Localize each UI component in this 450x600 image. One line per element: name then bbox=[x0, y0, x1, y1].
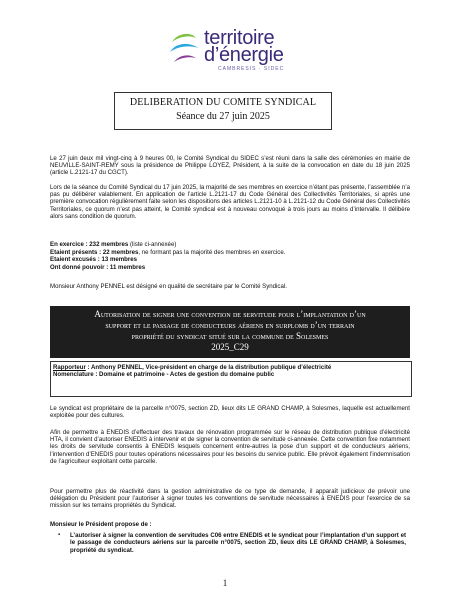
logo-tagline: CAMBRESIS · SIDEC bbox=[218, 66, 285, 72]
rapporteur-label: Rapporteur bbox=[53, 364, 86, 371]
proxy-count: Ont donné pouvoir : 11 membres bbox=[50, 263, 146, 271]
body-paragraph-1: Le syndicat est propriétaire de la parcelle n°0075, section ZD, lieux dits LE GRAND CHAMP, à Solesmes, laquelle est actuellement exploitée pour des cultures. bbox=[50, 405, 410, 420]
rapporteur-value: : Anthony PENNEL, Vice-président en charge de la distribution publique d’électricité bbox=[85, 364, 332, 371]
body-paragraph-3: Pour permettre plus de réactivité dans la gestion administrative de ce type de demande, il apparaît judicieux de prévoir une délégation du Président pour l’autoriser à signer toutes les conventions de servitude nécessaires à ENEDIS pour l’exercice de sa mission sur les terrains propriétés du Syndicat. bbox=[50, 488, 410, 510]
body-paragraph-2: Afin de permettre à ENEDIS d’effectuer des travaux de rénovation programmée sur le réseau de distribution publique d’électricité HTA, il convient d’autoriser ENEDIS à intervenir et de signer la convention de servitude ci-annexée. Cette convention fixe notamment les droits de servitude consentis à ENEDIS lesquels concernent entre-autres la pose d’un support et de conducteurs aériens, l’intervention d’ENEDIS pour toutes opérations nécessaires pour les besoins du service public. Elle prévoit également l’indemnisation de l’agriculteur exploitant cette parcelle. bbox=[50, 429, 410, 465]
page-number: 1 bbox=[222, 578, 228, 588]
present-count: Etaient présents : 22 membres bbox=[50, 248, 139, 256]
proposal-item-1: ▪ L’autoriser à signer la convention de servitudes C06 entre ENEDIS et le syndicat pour l’implantation d’un support et le passage de conducteurs aériens sur la parcelle n°0075, section ZD, lieux dits LE GRAND CHAMP, à Solesmes, propriété du syndicat. bbox=[56, 532, 406, 554]
nomenclature-label: Nomenclature bbox=[53, 371, 94, 379]
secretary-paragraph: Monsieur Anthony PENNEL est désigné en qualité de secrétaire par le Comité Syndical. bbox=[50, 283, 287, 290]
intro-paragraph-1: Le 27 juin deux mil vingt-cinq à 9 heures 00, le Comité Syndical du SIDEC s’est réuni dans la salle des cérémonies en mairie de NEUVILLE-SAINT-REMY sous la présidence de Philippe LOYEZ, Président, à la suite de la convocation en date du 18 juin 2025 (article L.2121-17 du CGCT). bbox=[50, 155, 410, 177]
intro-paragraph-2: Lors de la séance du Comité Syndical du 17 juin 2025, la majorité de ses membres en exercice n’étant pas présente, l’assemblée n’a pas pu délibérer valablement. En application de l’article L.2121-17 du Code Général des Collectivités Territoriales, si après une première convocation régulièrement faite selon les dispositions des articles L.2121-10 à L.2121-12 du Code Général des Collectivités Territoriales, ce quorum n’est pas atteint, le Comité syndical est à nouveau convoqué à trois jours au moins d’intervalle. Il délibère alors sans condition de quorum. bbox=[50, 184, 410, 220]
in-office-note: (liste ci-annexée) bbox=[128, 241, 177, 248]
logo-line-1: territoire bbox=[204, 27, 275, 49]
subject-code: 2025_C29 bbox=[211, 342, 249, 352]
subject-line-1: Autorisation de signer une convention de servitude pour l’implantation d’un bbox=[94, 309, 366, 319]
logo-swoosh-icon bbox=[168, 30, 200, 70]
nomenclature-value: : Domaine et patrimoine - Actes de gestion du domaine public bbox=[93, 371, 275, 379]
present-note: , ne formant pas la majorité des membres en exercice. bbox=[138, 248, 286, 256]
proposal-list bbox=[56, 532, 406, 554]
excused-count: Etaient excusés : 13 membres bbox=[50, 256, 138, 264]
subject-line-2: support et le passage de conducteurs aériens en surplomb d’un terrain bbox=[105, 320, 355, 330]
document-title: DELIBERATION DU COMITE SYNDICAL bbox=[129, 97, 317, 108]
session-date: Séance du 27 juin 2025 bbox=[176, 111, 270, 122]
territoire-energie-logo bbox=[168, 28, 298, 76]
logo-line-2: d’énergie bbox=[204, 44, 284, 66]
subject-box bbox=[50, 306, 410, 358]
deliberation-title-box bbox=[114, 92, 332, 130]
in-office-count: En exercice : 232 membres bbox=[50, 241, 129, 248]
proposal-heading: Monsieur le Président propose de : bbox=[50, 521, 152, 528]
subject-line-3: propriété du syndicat situé sur la commune de Solesmes bbox=[131, 331, 329, 341]
rapporteur-box bbox=[50, 361, 412, 397]
attendance-stats bbox=[50, 241, 410, 271]
